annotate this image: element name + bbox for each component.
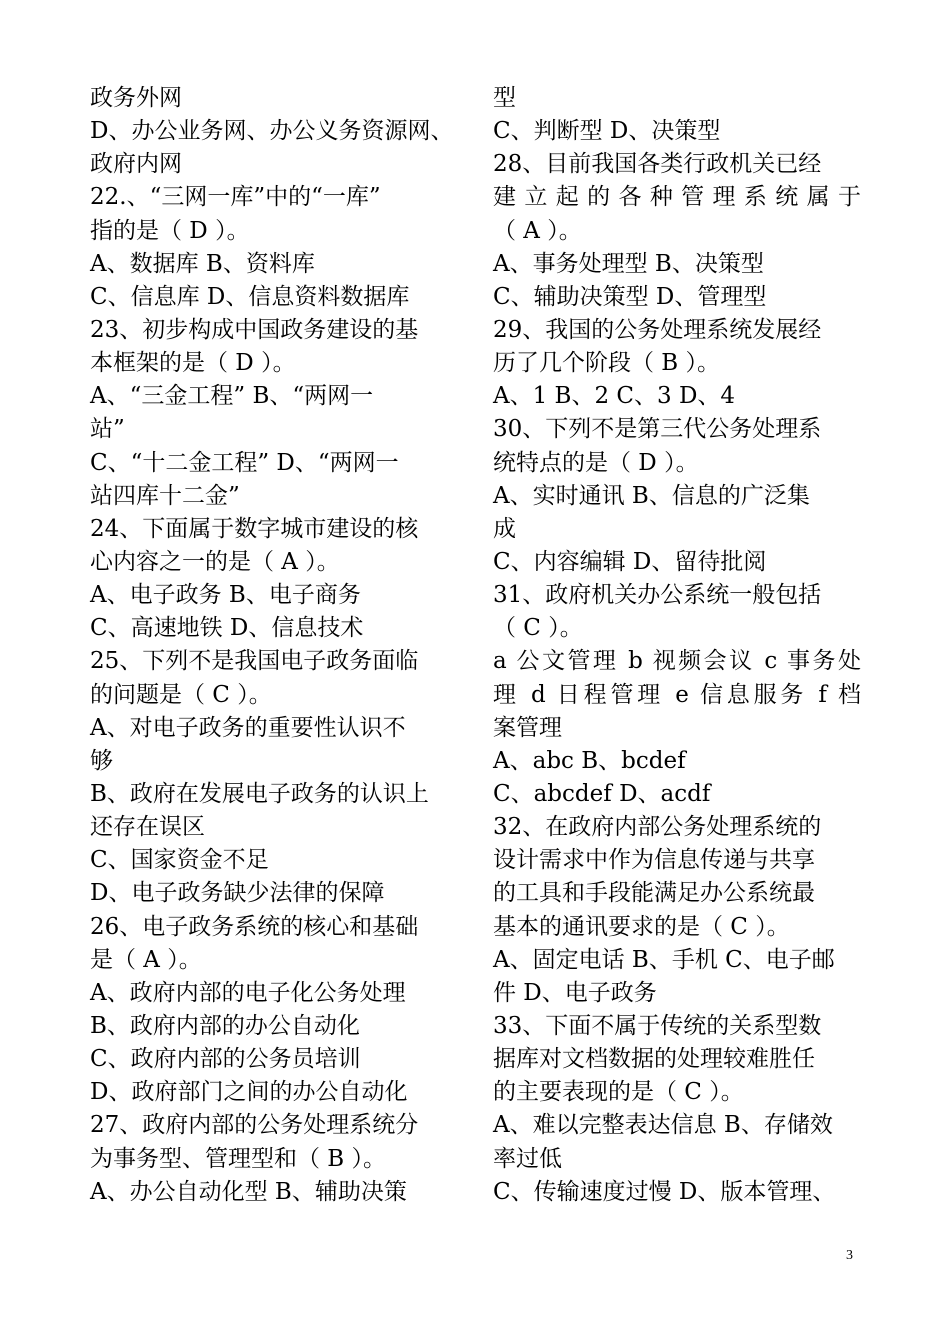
text-line: D、政府部门之间的办公自动化 (90, 1079, 408, 1106)
text-line: 案管理 (493, 714, 562, 741)
text-line: 28、目前我国各类行政机关已经 (493, 151, 822, 178)
text-line: A、abc B、bcdef (493, 747, 686, 774)
text-line: 政府内网 (90, 151, 182, 178)
text-line: C、abcdef D、acdf (493, 780, 711, 807)
text-line: 建立起的各种管理系统属于 (493, 184, 861, 211)
text-line: C、“十二金工程” D、“两网一 (90, 449, 399, 476)
text-line: 理 d 日程管理 e 信息服务 f 档 (493, 681, 861, 708)
text-line: 30、下列不是第三代公务处理系 (493, 416, 822, 443)
text-line: A、“三金工程” B、“两网一 (90, 383, 374, 410)
text-line: 的工具和手段能满足办公系统最 (493, 880, 815, 907)
text-line: 够 (90, 747, 113, 774)
text-line: 型 (493, 85, 516, 111)
text-line: 的主要表现的是（ C ）。 (493, 1079, 744, 1106)
right-column (493, 82, 861, 1209)
text-line: 是（ A ）。 (90, 946, 202, 973)
text-line: 政务外网 (90, 85, 182, 111)
text-line: 的问题是（ C ）。 (90, 681, 272, 708)
text-line: C、传输速度过慢 D、版本管理、 (493, 1178, 836, 1205)
text-line: A、实时通讯 B、信息的广泛集 (493, 482, 810, 509)
text-line: A、数据库 B、资料库 (90, 250, 315, 277)
text-line: （ C ）。 (493, 615, 583, 642)
text-line: 本框架的是（ D ）。 (90, 350, 296, 377)
text-line: 31、政府机关办公系统一般包括 (493, 582, 822, 609)
text-line: 26、电子政务系统的核心和基础 (90, 913, 419, 940)
text-line: 据库对文档数据的处理较难胜任 (493, 1046, 815, 1073)
text-line: 统特点的是（ D ）。 (493, 449, 699, 476)
text-line: A、办公自动化型 B、辅助决策 (90, 1178, 407, 1205)
text-line: B、政府在发展电子政务的认识上 (90, 780, 429, 807)
left-column (90, 82, 462, 1209)
text-line: A、事务处理型 B、决策型 (493, 250, 764, 277)
text-line: 33、下面不属于传统的关系型数 (493, 1012, 822, 1039)
text-line: 指的是（ D ）。 (90, 217, 250, 244)
text-line: a 公文管理 b 视频会议 c 事务处 (493, 648, 861, 675)
text-line: 站” (90, 416, 125, 443)
text-line: （ A ）。 (493, 217, 582, 244)
text-line: 为事务型、管理型和（ B ）。 (90, 1145, 387, 1172)
text-line: C、内容编辑 D、留待批阅 (493, 548, 767, 575)
text-line: A、难以完整表达信息 B、存储效 (493, 1112, 833, 1139)
text-line: C、辅助决策型 D、管理型 (493, 283, 767, 310)
text-line: 设计需求中作为信息传递与共享 (493, 847, 815, 874)
text-line: C、信息库 D、信息资料数据库 (90, 283, 410, 310)
text-line: 件 D、电子政务 (493, 979, 657, 1006)
text-line: 22.、“三网一库”中的“一库” (90, 184, 381, 211)
text-line: 还存在误区 (90, 814, 205, 841)
text-line: A、固定电话 B、手机 C、电子邮 (493, 946, 835, 973)
text-line: 23、初步构成中国政务建设的基 (90, 316, 419, 343)
text-line: 历了几个阶段（ B ）。 (493, 350, 721, 377)
text-line: B、政府内部的办公自动化 (90, 1012, 360, 1039)
text-line: 27、政府内部的公务处理系统分 (90, 1112, 419, 1139)
text-line: D、办公业务网、办公义务资源网、 (90, 118, 454, 145)
text-line: 成 (493, 515, 516, 542)
text-line: 24、下面属于数字城市建设的核 (90, 515, 419, 542)
page-number: 3 (846, 1248, 853, 1263)
text-line: C、高速地铁 D、信息技术 (90, 615, 364, 642)
text-line: C、国家资金不足 (90, 847, 269, 874)
text-line: 32、在政府内部公务处理系统的 (493, 814, 822, 841)
text-line: 心内容之一的是（ A ）。 (90, 548, 340, 575)
text-line: A、电子政务 B、电子商务 (90, 582, 361, 609)
text-line: C、判断型 D、决策型 (493, 118, 721, 145)
text-line: A、政府内部的电子化公务处理 (90, 979, 406, 1006)
text-line: 率过低 (493, 1145, 562, 1172)
text-line: 25、下列不是我国电子政务面临 (90, 648, 419, 675)
text-line: A、对电子政务的重要性认识不 (90, 714, 406, 741)
text-line: 站四库十二金” (90, 482, 240, 509)
text-line: 基本的通讯要求的是（ C ）。 (493, 913, 790, 940)
text-line: D、电子政务缺少法律的保障 (90, 880, 385, 907)
text-line: A、1 B、2 C、3 D、4 (493, 383, 736, 410)
text-line: 29、我国的公务处理系统发展经 (493, 316, 822, 343)
text-line: C、政府内部的公务员培训 (90, 1046, 361, 1073)
